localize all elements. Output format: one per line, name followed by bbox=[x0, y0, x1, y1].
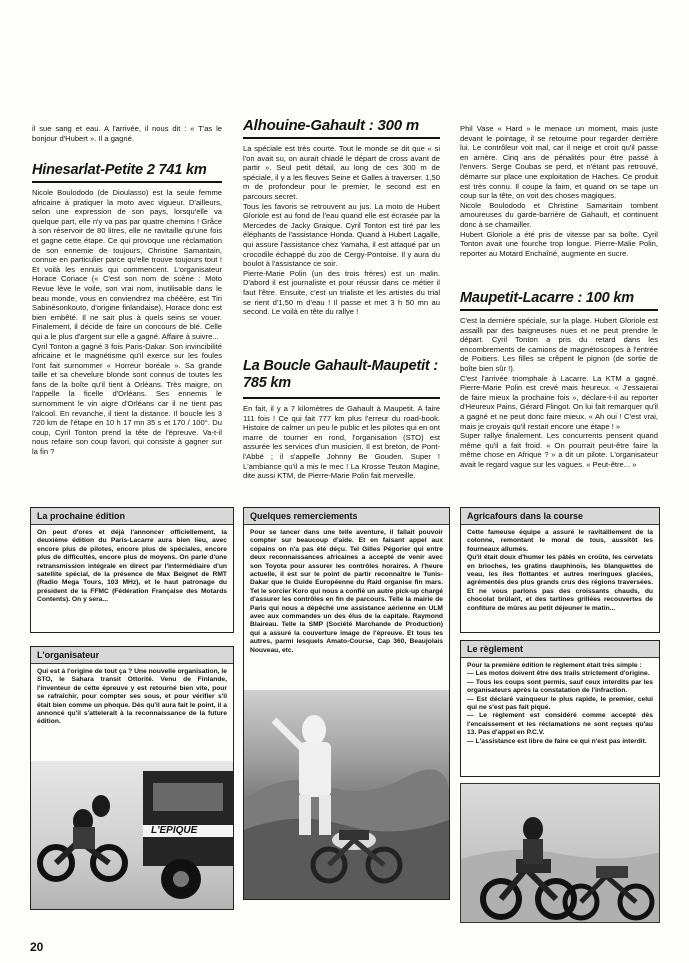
headline-rule bbox=[243, 137, 440, 139]
headline-rule bbox=[32, 181, 222, 183]
article-body: La spéciale est très courte. Tout le monde se dit que « si l'on avait su, on aurait chiadé le départ de cross avant de partir ». Seul petit détail, au long de ces 300 m de spéciale, il y a les fleuves Seine et Galles à traverser. 1,50 m de profondeur pour le premier, le second est en parcours secret. Tous les favoris se retrouvent au jus. La moto de Hubert Gloriole est au fond de l'eau quand elle est écrasée par la Mercedes de Jacky Graique. Cyril Tonton est tiré par les éléphants de l'assistance Honda. Quand à Hubert Lagalle, qui assure l'assistance chez Yamaha, il est attaqué par un crocodile échappé du zoo de Cergy-Pontoise. Il y aura du boulot à l'assistance ce soir. Pierre-Marie Polin (un des trois frères) est un malin. D'abord il est journaliste et pour réussir dans ce métier il faut l'être. Ensuite, c'est un trialiste et les artistes du trial se rient d'1,50 m d'eau ! Il passe et met 3 h 50 mn au second. Le voilà en tête du rallye ! bbox=[243, 144, 440, 317]
intro-text: il sue sang et eau. A l'arrivée, il nous dit : « T'as le bonjour d'Hubert ». Il a gagné. bbox=[32, 124, 222, 143]
headline-rule bbox=[243, 397, 440, 399]
box-title: La prochaine édition bbox=[31, 508, 233, 525]
box-agricafours bbox=[460, 507, 660, 633]
box-title: Le règlement bbox=[461, 641, 659, 658]
box-title: Agricafours dans la course bbox=[461, 508, 659, 525]
box-text: Cette fameuse équipe a assuré le ravitaillement de la colonne, remontant le moral de tous, aussitôt les fourneaux allumés. Qu'il était doux d'humer les pâtés en croûte, les cervelats en brioches, les gratins dauphinois, les blanquettes de veau, les îles flottantes et autres meringues glacées, agrémentés des plus grands crus des régions traversées. Et ne vous parlons pas des croissants chauds, du chocolat brûlant, et des tartines grillées recouvertes de confiture de mûres au petit déjeuner le matin... bbox=[467, 529, 653, 612]
headline-rule bbox=[460, 309, 658, 311]
photo-motorcycles-truck bbox=[31, 761, 233, 910]
box-text: On peut d'ores et déjà l'annoncer officiellement, la deuxième édition du Paris-Lacarre aura bien lieu, avec encore plus de pilotes, encore plus de spéciales, encore plus de difficultés, encore plus de moyens. On parle d'une retransmission intégrale en direct par l'intermédiaire d'un satellite spécial, de la présence de Max Beignet de RMT (Radio Mega Tours, 103 MHz), et le haut patronage du président de la FFMC (Fédération Française des Motards Contents). On y sera... bbox=[37, 529, 227, 604]
headline-boucle: La Boucle Gahault-Maupetit : 785 km bbox=[243, 358, 438, 391]
article-body: Nicole Boulododo (de Dioulasso) est la seule femme africaine à pratiquer la moto avec vigueur. D'ailleurs, selon une expression de son pays, lorsqu'elle va quelque part, elle n'y va pas par quatre chemins ! Grâce à son réservoir de 80 litres, elle ne ravitaille qu'une fois et gagne cette étape. Ce qui provoque une réclamation de son ennemie de toujours, Christine Samaritain, connue en particulier parce qu'elle trouve toujours tout ! Et voilà les ennuis qui commencent. L'organisateur Horace Coriace (« C'est son nom de scène : Moto Revue lève le voile, son vrai nom, inutilisable dans le beau monde, vous en conviendrez ma chéêère, est Tiri Sabinésonkouto, d'origine finlandaise), Horace donc est bien embêté. Il ne sait plus à quels seins se vouer. Finalement, il décide de faire un concours de blé. Celle qui a le plus d'argent sur elle a gagné. Affaire à suivre... Cyril Tonton a gagné 3 fois Paris-Dakar. Son invincibilité africaine et le magnétisme qu'il exerce sur les foules l'ont fait surnommer « Horreur boréale ». Sa grande taille et sa chevelure blonde sont connus de toutes les fans de la boîte qu'il tient à Orléans. Très maigre, on l'appelle la ficelle d'Orléans. Ses ennemis le surnomment le vin aigre d'Orléans car il ne tient pas l'alcool. En revanche, il tient la distance. Il boucle les 3 720 km de l'étape en 10 h 17 mn 35 s et 170 / 100°. Du coup, Cyril Tonton prend la tête de l'épreuve. Va-t-il nous refaire son coup favori, qui consiste à gagner sur la fin ? bbox=[32, 188, 222, 457]
box-prochaine-edition bbox=[30, 507, 234, 633]
box-organisateur bbox=[30, 646, 234, 910]
box-text: Pour se lancer dans une telle aventure, il fallait pouvoir compter sur beaucoup d'aide. Et en faisant appel aux copains on n'a pas été déçu. Tel Gilles Pégorier qui entre deux reconnaissances africaines a accepté de venir avec son Toyota pour assurer les contrôles horaires. A l'heure actuelle, il est sur le point de partir reconnaître le Tunis-Dakar que le Guide Européenne du Raid organise fin mars. Tel le sorcier Koro qui nous a confié un autre pick-up chargé d'assurer les contrôles en fin de parcours. Telle la mairie de Paris qui nous a dépêché une assistance aérienne en ULM avec aux commandes un des élus de la capitale. Raymond Blaireau. Telle la SMP (Société Marchande de Production) qui a assuré la couverture image de l'épreuve. Et tous les autres, parmi lesquels Amato-Course, Cap 360, Beaujolais Nouveau, etc. bbox=[250, 529, 443, 654]
box-remerciements bbox=[243, 507, 450, 900]
truck-door-label: L'EPIQUE bbox=[151, 825, 198, 836]
article-body: C'est la dernière spéciale, sur la plage. Hubert Gloriole est assailli par des baigneuses nues et ne peut prendre le départ. Cyril Tonton a pris du retard dans les encombrements de camions de magnétoscopes à l'entrée de Poitiers. Les filles se crêpent le pignon (de sortie de boîte bien sûr !). C'est l'arrivée triomphale à Lacarre. La KTM a gagné. Pierre-Marie Polin est crevé mais heureux. « J'essaierai de faire mieux la prochaine fois », déclare-t-il au reporter d'Heureux Pains, Gérard Flingot. On lui fait remarquer qu'il a gagné et ne peut donc faire mieux. « Ah oui ! C'est vrai, mais je croyais qu'il restait encore une étape ! » Super rallye finalement. Les concurrents pensent quand même qu'il a fait froid. « On pourrait peut-être faire la même chose en Afrique ? » a dit un pilote. L'organisateur avait le regard vague sur les vagues. « Peut-être... » bbox=[460, 316, 658, 469]
photo-desert-rider bbox=[244, 690, 449, 900]
headline-maupetit: Maupetit-Lacarre : 100 km bbox=[460, 290, 634, 306]
box-title: L'organisateur bbox=[31, 647, 233, 664]
motorcycles-desert-illustration bbox=[461, 784, 660, 923]
photo-motorcycles-desert bbox=[460, 783, 660, 923]
box-title: Quelques remerciements bbox=[244, 508, 449, 525]
desert-rider-illustration bbox=[244, 690, 449, 900]
box-reglement bbox=[460, 640, 660, 777]
article-body: Phil Vase « Hard » le menace un moment, mais juste devant le pointage, il se retourne pour regarder derrière lui. Le contrôleur voit mal, car il neige et croit qu'il passe en arrière. Cinq ans de pénalités pour être passé à l'envers. Serge Coubas se perd, et n'étant pas retrouvé, démarre sur place une exploitation de Haches. Ce produit est très connu. Il coupe la faim, et quand on se tape un coup sur la tête, on voit des choses magiques. Nicole Boulododo et Christine Samaritain tombent amoureuses du garde-barrière de Gahault, et continuent donc à se chamailler. Hubert Gloriole a été pris de vitesse par sa boîte. Cyril Tonton avait une fourche trop longue. Pierre-Malie Polin, reporter au Motard Enchaîné, augmente en sucre. bbox=[460, 124, 658, 258]
box-text: Pour la première édition le règlement était très simple : — Les motos doivent être des trails strictement d'origine. — Tous les coups sont permis, sauf ceux interdits par les organisateurs après la constatation de l'infraction. — Est déclaré vainqueur le plus rapide, le premier, celui qui ne s'est pas fait piqué. — Le règlement est considéré comme accepté dès l'encaissement et les réclamations ne sont reçues qu'au 13. Pas d'appel en P.C.V. — L'assistance est libre de faire ce qui n'est pas interdit. bbox=[467, 662, 653, 745]
headline-hinesarlat: Hinesarlat-Petite 2 741 km bbox=[32, 162, 207, 178]
page-number: 20 bbox=[30, 940, 44, 954]
moto-truck-illustration bbox=[31, 761, 233, 910]
box-text: Qui est à l'origine de tout ça ? Une nouvelle organisation, le STO, le Sahara transit Ottorité. Venu de Finlande, l'inventeur de cette épreuve y est retourné bien vite, pour se rafraîchir, pour compter ses sous, et pour vérifier s'il était bien comme un phoque. Dès qu'il aura fait le point, il a annoncé qu'il s'atteleraît à la reconnaissance de la future édition. bbox=[37, 668, 227, 726]
article-body: En fait, il y a 7 kilomètres de Gahault à Maupetit. A faire 111 fois ! Ce qui fait 777 km plus l'erreur du road-book. Histoire de calmer un peu le public et les pilotes qui en ont marre de tourner en rond, l'organisation (STO) est assurée les services d'un musicien. Il est breton, de Pont-l'Abbé ; il s'appelle Johnny Be Gouden. Super ! L'ambiance qu'il a mis le mec ! La Krosse Teuton Magine, dite aussi KTM, de Pierre-Marie Polin fait merveille. bbox=[243, 404, 440, 481]
headline-alhouine: Alhouine-Gahault : 300 m bbox=[243, 117, 420, 134]
